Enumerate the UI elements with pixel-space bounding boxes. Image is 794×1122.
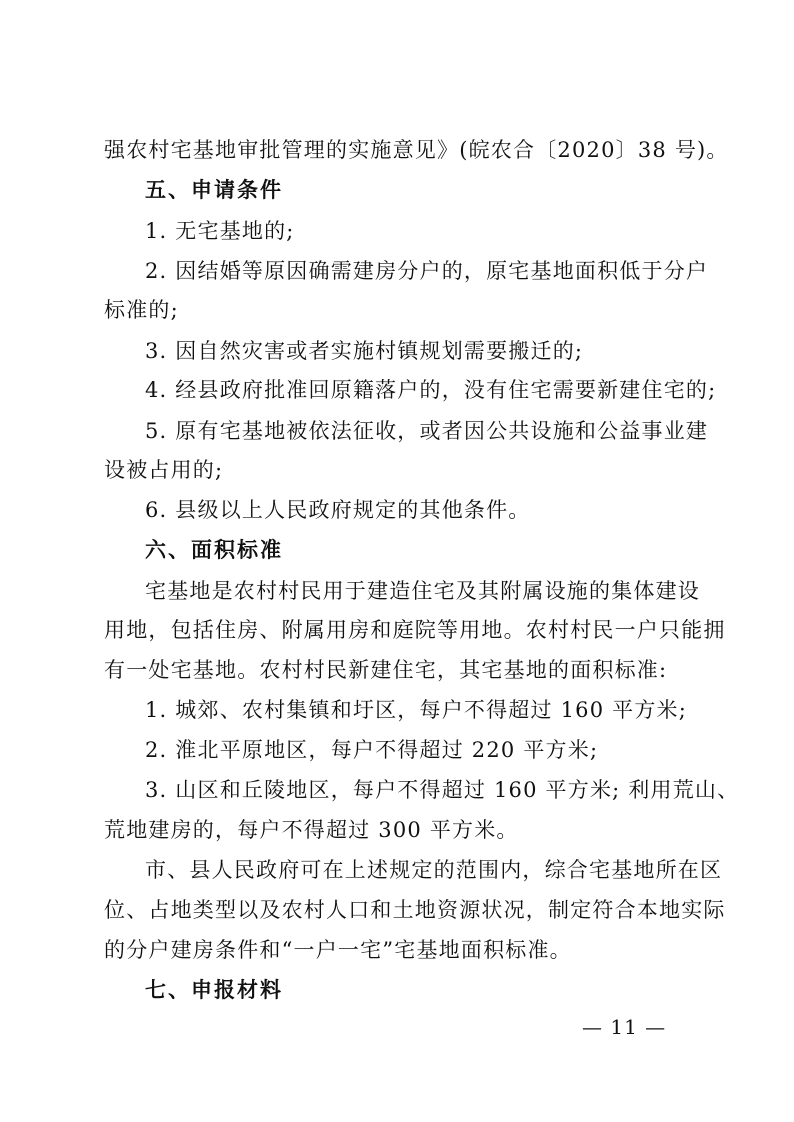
section-heading: 六、面积标准: [145, 538, 283, 562]
list-item: 6. 县级以上人民政府规定的其他条件。: [145, 498, 531, 522]
list-item: 5. 原有宅基地被依法征收，或者因公共设施和公益事业建: [145, 419, 709, 443]
section-heading: 五、申请条件: [145, 178, 283, 202]
list-item: 2. 因结婚等原因确需建房分户的，原宅基地面积低于分户: [145, 259, 709, 283]
section-heading: 七、申报材料: [145, 978, 283, 1002]
paragraph-line: 的分户建房条件和“一户一宅”宅基地面积标准。: [104, 938, 572, 962]
page-number: — 11 —: [582, 1015, 667, 1039]
paragraph-line: 位、占地类型以及农村人口和土地资源状况，制定符合本地实际: [104, 898, 726, 922]
list-item: 1. 城郊、农村集镇和圩区，每户不得超过 160 平方米;: [145, 698, 688, 722]
text-line: 荒地建房的，每户不得超过 300 平方米。: [104, 818, 519, 842]
text-line: 设被占用的;: [104, 458, 224, 482]
paragraph-line: 市、县人民政府可在上述规定的范围内，综合宅基地所在区: [145, 858, 723, 882]
list-item: 1. 无宅基地的;: [145, 219, 295, 243]
paragraph-line: 宅基地是农村村民用于建造住宅及其附属设施的集体建设: [145, 579, 700, 603]
list-item: 3. 因自然灾害或者实施村镇规划需要搬迁的;: [145, 339, 584, 363]
list-item: 4. 经县政府批准回原籍落户的，没有住宅需要新建住宅的;: [145, 378, 717, 402]
text-line: 标准的;: [104, 298, 179, 322]
paragraph-line: 用地，包括住房、附属用房和庭院等用地。农村村民一户只能拥: [104, 618, 726, 642]
paragraph-line: 有一处宅基地。农村村民新建住宅，其宅基地的面积标准:: [104, 658, 668, 682]
text-line: 强农村宅基地审批管理的实施意见》(皖农合〔2020〕38 号)。: [104, 138, 729, 162]
list-item: 2. 淮北平原地区，每户不得超过 220 平方米;: [145, 738, 599, 762]
list-item: 3. 山区和丘陵地区，每户不得超过 160 平方米; 利用荒山、: [145, 778, 740, 802]
